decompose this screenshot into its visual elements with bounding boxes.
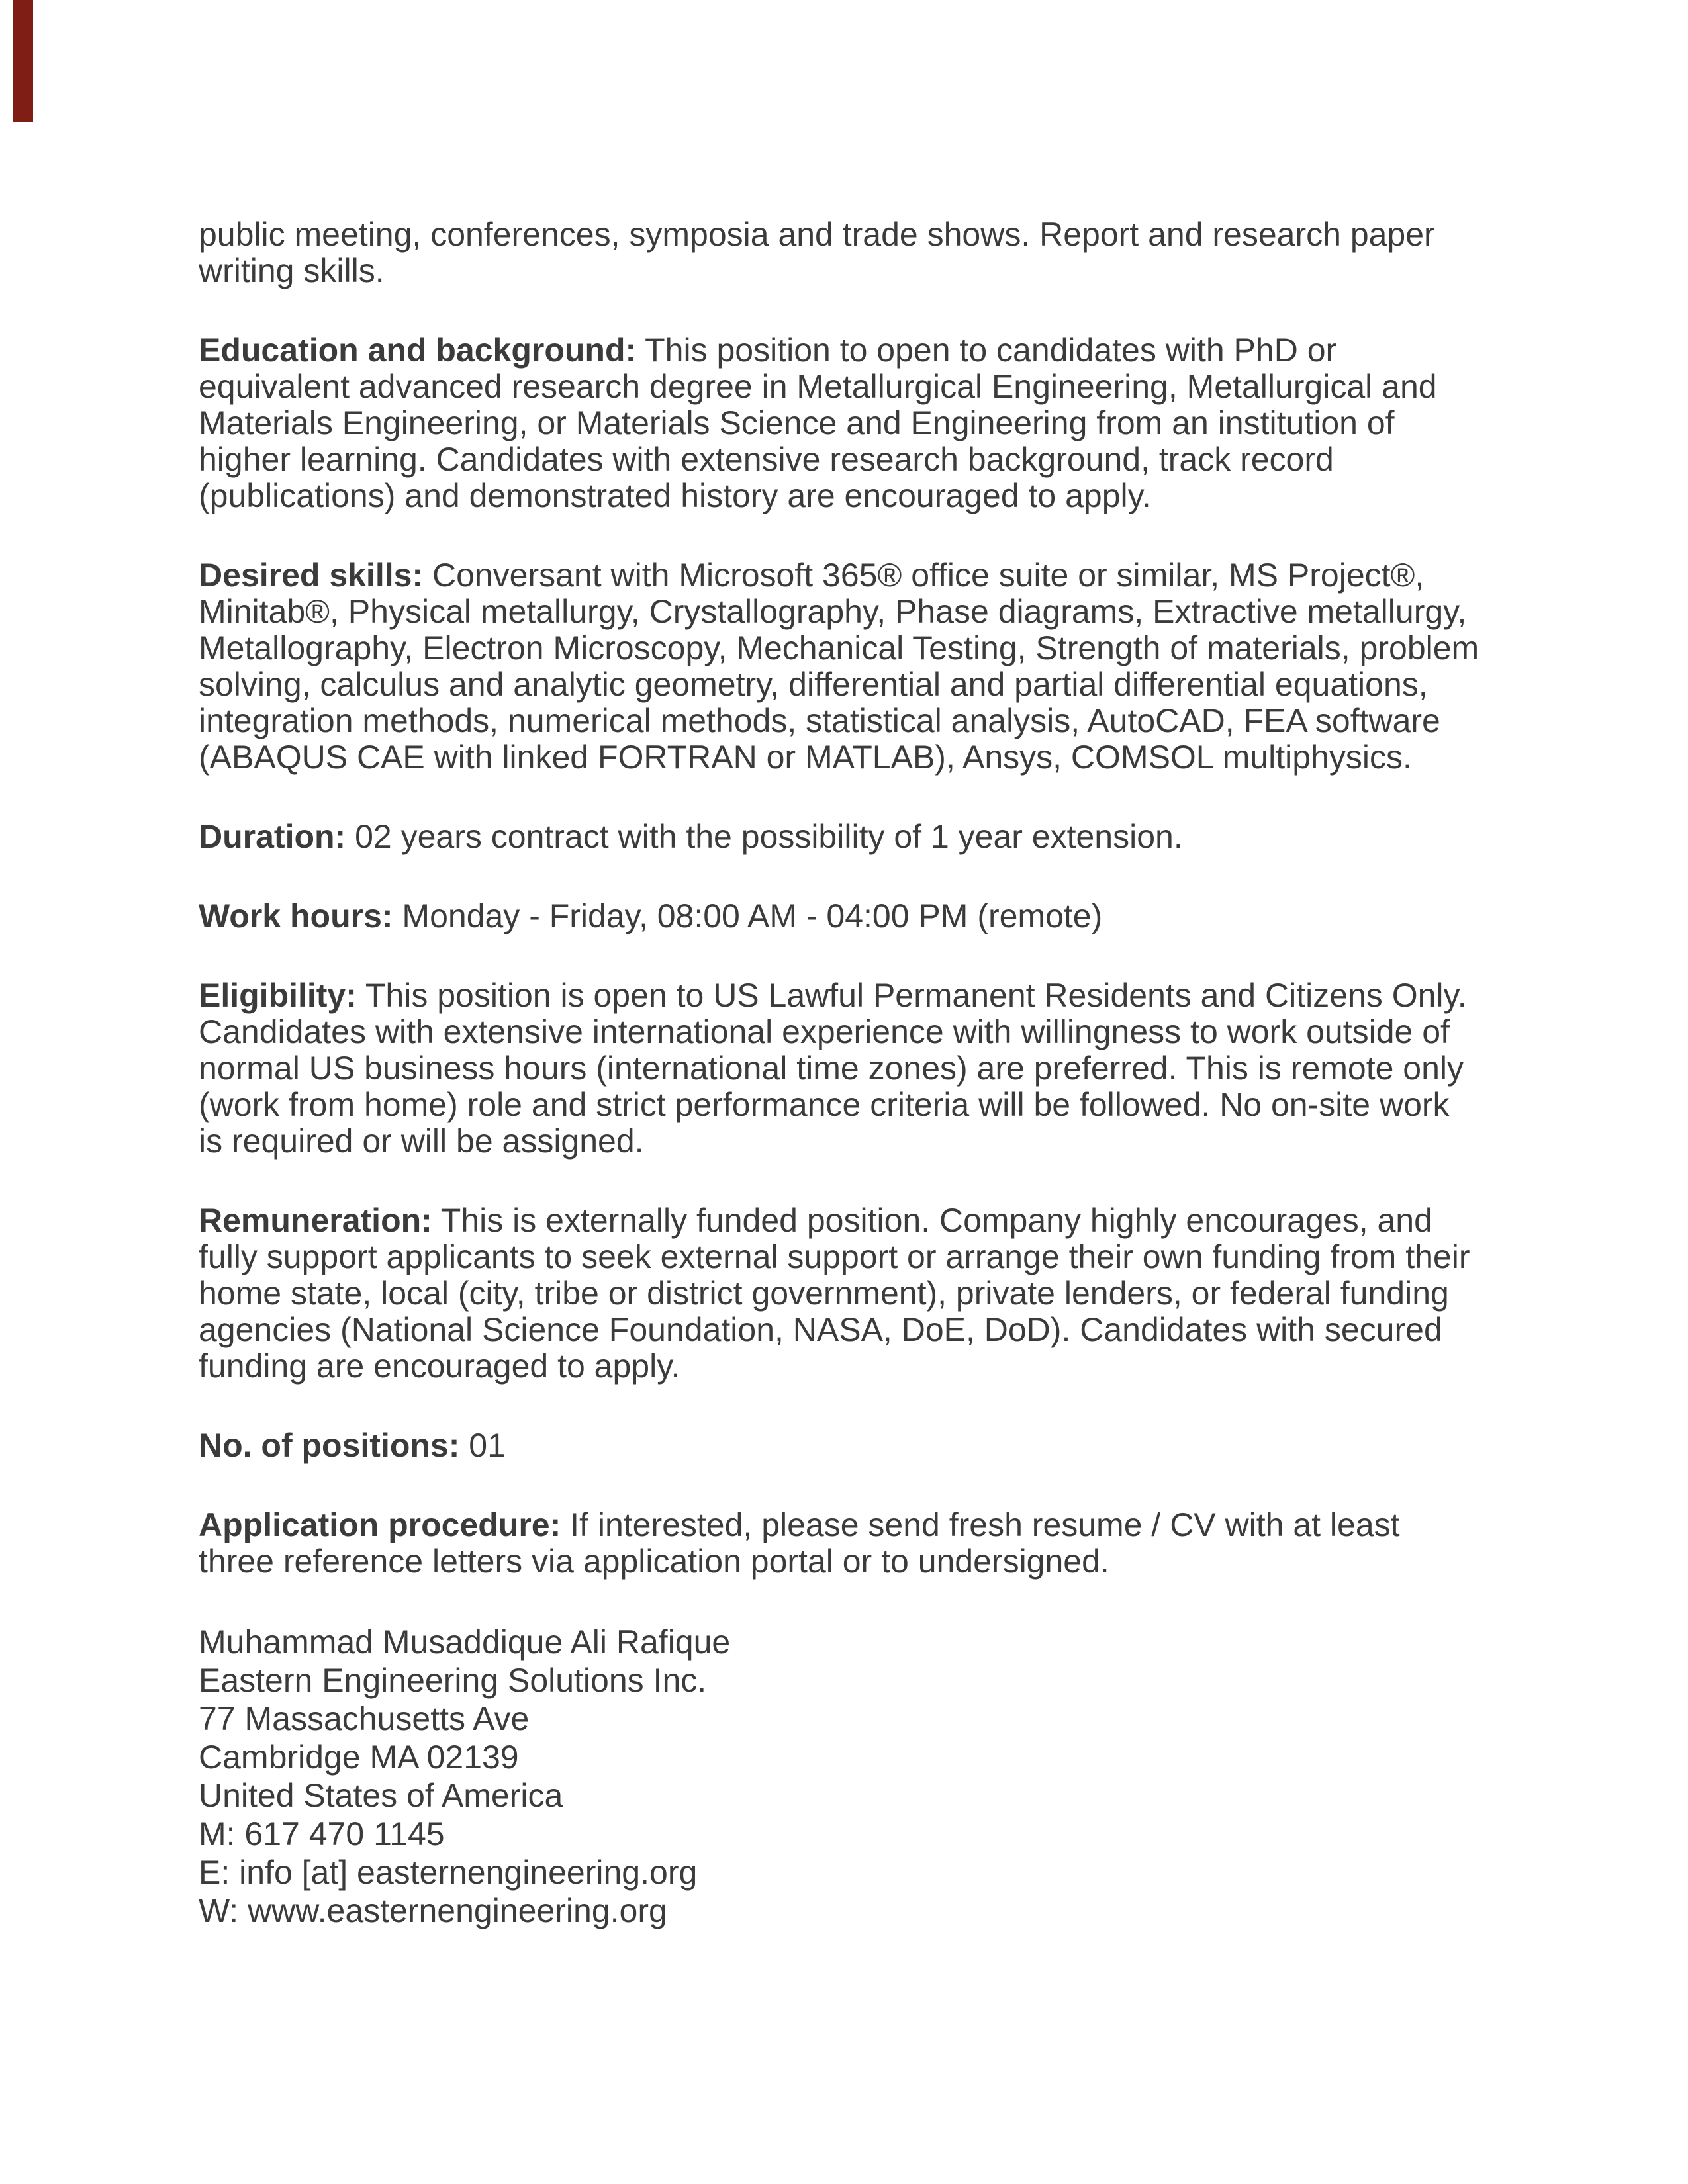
section-text-positions: 01 bbox=[459, 1427, 506, 1464]
contact-name: Muhammad Musaddique Ali Rafique bbox=[199, 1623, 731, 1661]
section-remuneration bbox=[199, 1203, 1479, 1385]
section-label-desired-skills: Desired skills: bbox=[199, 557, 424, 594]
contact-block bbox=[199, 1623, 1479, 1930]
section-label-remuneration: Remuneration: bbox=[199, 1202, 432, 1239]
section-desired-skills bbox=[199, 557, 1479, 776]
section-label-application-procedure: Application procedure: bbox=[199, 1506, 561, 1543]
section-application-procedure bbox=[199, 1507, 1479, 1580]
section-duration bbox=[199, 819, 1479, 855]
contact-street: 77 Massachusetts Ave bbox=[199, 1700, 530, 1737]
section-text-desired-skills: Conversant with Microsoft 365® office suite or similar, MS Project®, Minitab®, Physical metallurgy, Crystallography, Phase diagrams, Extractive metallurgy, Metallography, Electron Microscopy, Mechanical Testing, Strength of materials, problem solving, calculus and analytic geometry, differential and partial differential equations, integration methods, numerical methods, statistical analysis, AutoCAD, FEA software (ABAQUS CAE with linked FORTRAN or MATLAB), Ansys, COMSOL multiphysics. bbox=[199, 557, 1479, 776]
section-label-eligibility: Eligibility: bbox=[199, 977, 357, 1014]
contact-website: W: www.easternengineering.org bbox=[199, 1892, 667, 1929]
contact-email: E: info [at] easternengineering.org bbox=[199, 1854, 698, 1891]
section-eligibility bbox=[199, 978, 1479, 1160]
section-label-duration: Duration: bbox=[199, 818, 346, 855]
section-text-work-hours: Monday - Friday, 08:00 AM - 04:00 PM (remote) bbox=[393, 897, 1103, 934]
section-positions bbox=[199, 1428, 1479, 1464]
section-text-remuneration: This is externally funded position. Company highly encourages, and fully support applicants to seek external support or arrange their own funding from their home state, local (city, tribe or district government), private lenders, or federal funding agencies (National Science Foundation, NASA, DoE, DoD). Candidates with secured funding are encouraged to apply. bbox=[199, 1202, 1470, 1385]
section-text-duration: 02 years contract with the possibility of 1 year extension. bbox=[346, 818, 1183, 855]
intro-paragraph: public meeting, conferences, symposia and trade shows. Report and research paper writing skills. bbox=[199, 216, 1435, 289]
contact-country: United States of America bbox=[199, 1777, 563, 1814]
section-education bbox=[199, 332, 1479, 514]
section-text-eligibility: This position is open to US Lawful Permanent Residents and Citizens Only. Candidates with extensive international experience with willingness to work outside of normal US business hours (international time zones) are preferred. This is remote only (work from home) role and strict performance criteria will be followed. No on-site work is required or will be assigned. bbox=[199, 977, 1467, 1160]
contact-company: Eastern Engineering Solutions Inc. bbox=[199, 1662, 707, 1699]
document-content bbox=[199, 216, 1479, 1973]
contact-city: Cambridge MA 02139 bbox=[199, 1739, 519, 1776]
section-label-positions: No. of positions: bbox=[199, 1427, 460, 1464]
red-marker bbox=[13, 0, 33, 122]
contact-phone: M: 617 470 1145 bbox=[199, 1815, 445, 1852]
section-label-work-hours: Work hours: bbox=[199, 897, 393, 934]
section-text-application-procedure: If interested, please send fresh resume / CV with at least three reference letters via application portal or to undersigned. bbox=[199, 1506, 1400, 1580]
section-label-education: Education and background: bbox=[199, 332, 637, 369]
section-text-education: This position to open to candidates with PhD or equivalent advanced research degree in Metallurgical Engineering, Metallurgical and Materials Engineering, or Materials Science and Engineering from an institution of higher learning. Candidates with extensive research background, track record (publications) and demonstrated history are encouraged to apply. bbox=[199, 332, 1437, 514]
section-work-hours bbox=[199, 898, 1479, 934]
